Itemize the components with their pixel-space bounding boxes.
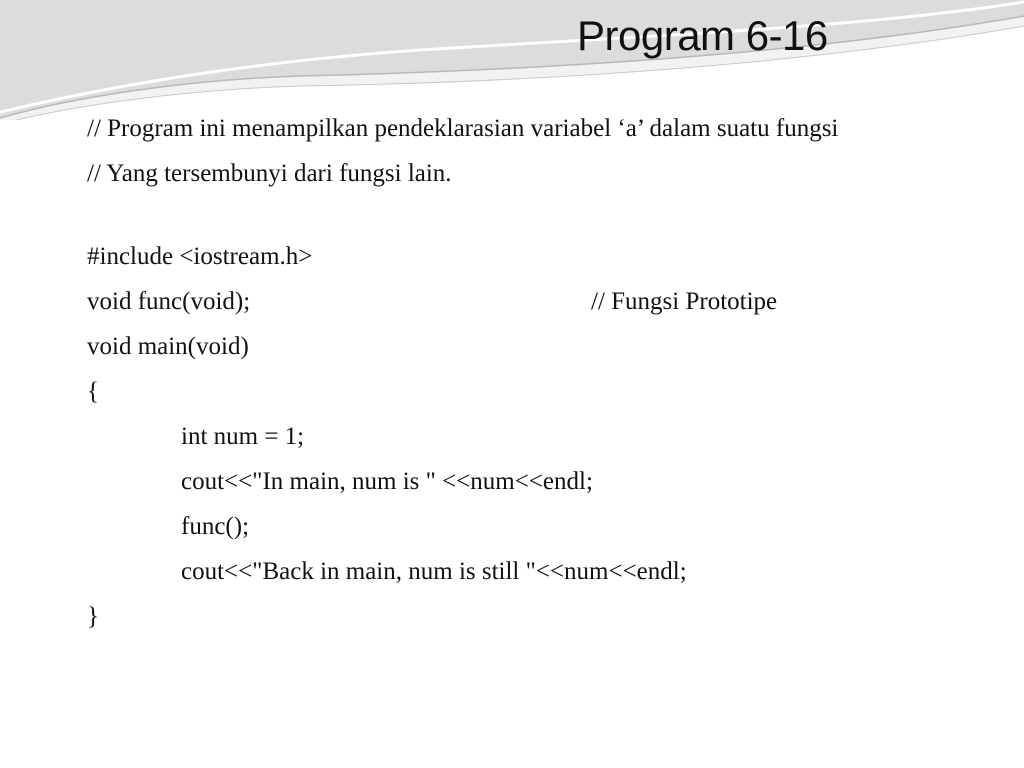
code-line-prototype: [87, 279, 953, 324]
code-line-main: [87, 324, 953, 369]
code-line-cout-second: [87, 549, 953, 594]
slide-title: Program 6-16: [577, 12, 828, 59]
code-text: #include <iostream.h>: [87, 243, 313, 270]
code-line-declare: [87, 414, 953, 459]
code-comment: // Fungsi Prototipe: [591, 288, 778, 315]
code-line-call: [87, 504, 953, 549]
code-line-cout-first: [87, 459, 953, 504]
code-line-include: [87, 234, 953, 279]
comment-line: // Yang tersembunyi dari fungsi lain.: [87, 160, 452, 187]
code-text: cout<<"In main, num is " <<num<<endl;: [181, 468, 593, 495]
code-text: int num = 1;: [181, 423, 305, 450]
code-text: }: [87, 603, 99, 630]
code-text: void main(void): [87, 333, 249, 360]
code-text: func();: [181, 513, 250, 540]
code-line-open-brace: [87, 369, 953, 414]
code-text: {: [87, 378, 99, 405]
code-line-close-brace: [87, 594, 953, 639]
code-text: void func(void);: [87, 288, 251, 315]
slide-content: [87, 110, 953, 639]
comment-line: // Program ini menampilkan pendeklarasian variabel ‘a’ dalam suatu fungsi: [87, 115, 839, 142]
header-swoosh-decoration: [0, 0, 1024, 120]
code-text: cout<<"Back in main, num is still "<<num<<endl;: [181, 558, 687, 585]
